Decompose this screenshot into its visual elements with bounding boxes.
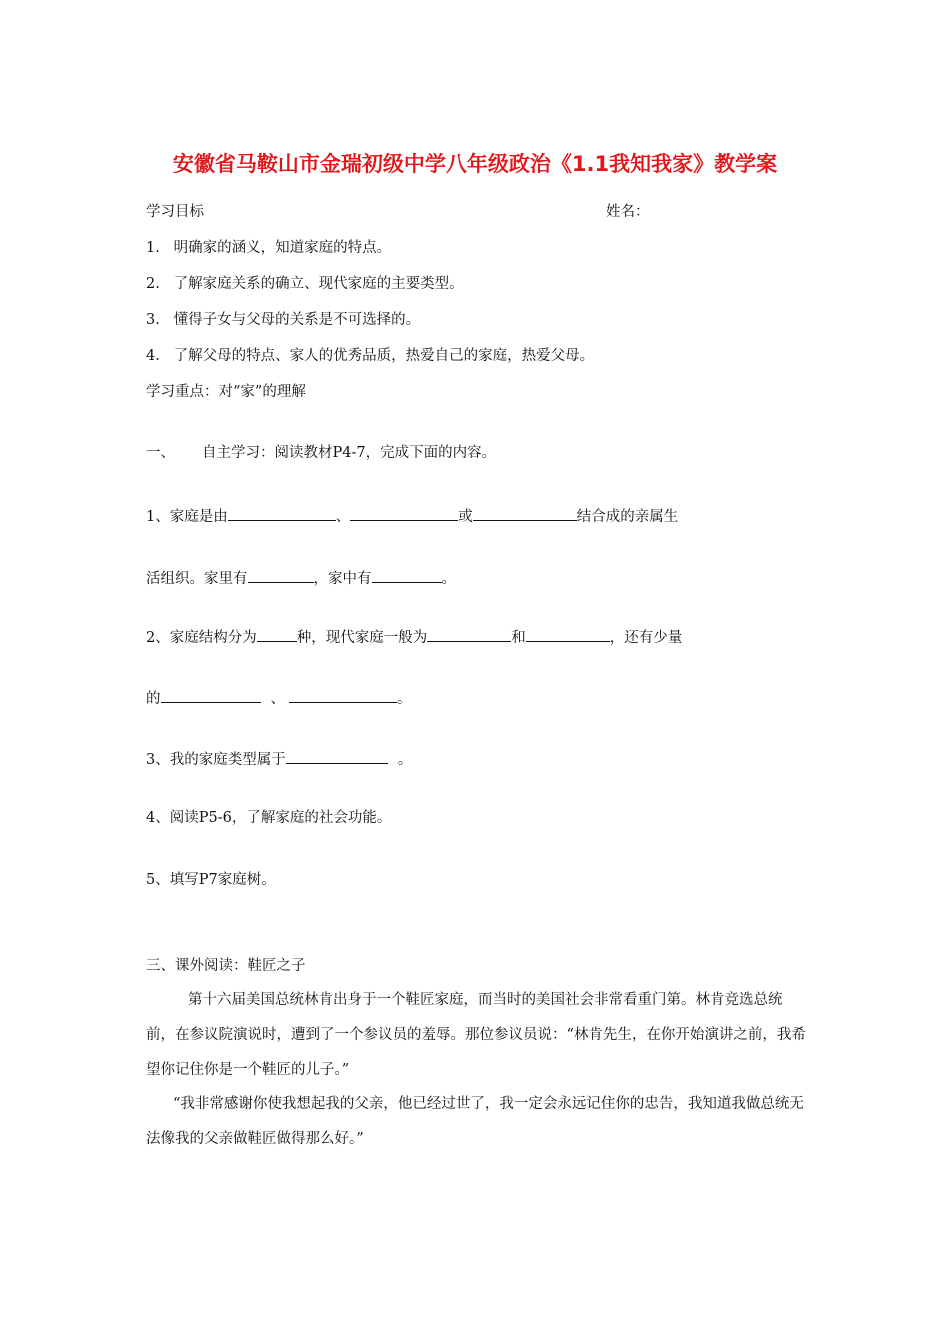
learning-focus: 学习重点：对“家”的理解 (146, 384, 306, 400)
section-heading: 自主学习：阅读教材P4-7，完成下面的内容。 (202, 445, 497, 461)
q2-text: 种，现代家庭一般为 (296, 630, 428, 646)
q3-text: 。 (397, 752, 413, 768)
blank-field[interactable] (161, 687, 261, 703)
q2-text: 2、家庭结构分为 (146, 630, 257, 646)
blank-field[interactable] (289, 687, 397, 703)
question-1-line-2 (146, 567, 456, 589)
reading-paragraph: 第十六届美国总统林肯出身于一个鞋匠家庭，而当时的美国社会非常看重门第。林肯竞选总统前，在参议院演说时，遭到了一个参议员的羞辱。那位参议员说：“林肯先生，在你开始演讲之前，我希望你记住你是一个鞋匠的儿子。” (146, 992, 806, 1078)
q1-text: 或 (458, 509, 473, 525)
blank-field[interactable] (257, 626, 297, 642)
q1-text: 、 (335, 509, 351, 525)
blank-field[interactable] (228, 505, 336, 521)
objective-item: 1. 明确家的涵义，知道家庭的特点。 (146, 240, 392, 256)
question-3 (146, 748, 412, 770)
q2-text: 。 (397, 691, 412, 707)
objective-item: 4. 了解父母的特点、家人的优秀品质，热爱自己的家庭，热爱父母。 (146, 348, 595, 364)
question-5: 5、填写P7家庭树。 (146, 872, 276, 888)
q2-text: ，还有少量 (609, 630, 683, 646)
blank-field[interactable] (372, 567, 442, 583)
question-4: 4、阅读P5-6，了解家庭的社会功能。 (146, 810, 392, 826)
blank-field[interactable] (286, 748, 388, 764)
reading-paragraph: “我非常感谢你使我想起我的父亲，他已经过世了，我一定会永远记住你的忠告，我知道我做总统无法像我的父亲做鞋匠做得那么好。” (146, 1096, 804, 1147)
q2-text: 的 (146, 691, 161, 707)
reading-heading: 三、课外阅读：鞋匠之子 (146, 958, 306, 974)
blank-field[interactable] (427, 626, 511, 642)
q3-text: 3、我的家庭类型属于 (146, 752, 286, 768)
document-title: 安徽省马鞍山市金瑞初级中学八年级政治《1.1我知我家》教学案 (172, 152, 778, 176)
objectives-label: 学习目标 (146, 204, 204, 220)
q1-text: 结合成的亲属生 (576, 509, 679, 525)
objective-item: 2. 了解家庭关系的确立、现代家庭的主要类型。 (146, 276, 464, 292)
objective-item: 3. 懂得子女与父母的关系是不可选择的。 (146, 312, 421, 328)
blank-field[interactable] (248, 567, 314, 583)
name-label: 姓名： (606, 204, 650, 220)
blank-field[interactable] (350, 505, 458, 521)
blank-field[interactable] (473, 505, 577, 521)
q1-text: 。 (441, 571, 456, 587)
q1-text: ，家中有 (313, 571, 372, 587)
q1-text: 活组织。家里有 (146, 571, 248, 587)
q1-text: 1、家庭是由 (146, 509, 228, 525)
question-2-line-2 (146, 687, 412, 709)
question-1-line-1 (146, 505, 678, 527)
section-number: 一、 (146, 445, 175, 461)
question-2-line-1 (146, 626, 682, 648)
q2-text: 和 (511, 630, 526, 646)
blank-field[interactable] (526, 626, 610, 642)
q2-text: 、 (270, 691, 285, 707)
